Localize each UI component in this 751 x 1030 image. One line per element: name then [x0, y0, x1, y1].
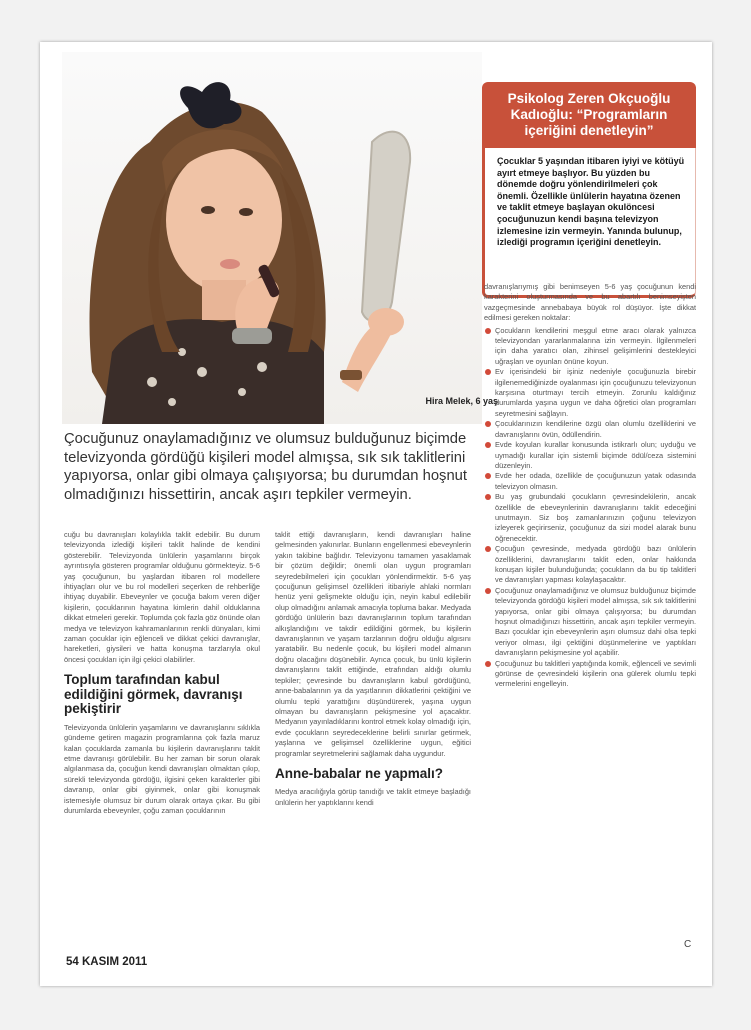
bullet-dot-icon: [485, 473, 491, 479]
list-item: Bu yaş grubundaki çocukların çevresindekilerin, ancak özellikle de ebeveynlerinin davranışlarını taklit edeceğini unutmayın. Siz boş zamanlarınızın çoğunu televizyon izleyerek geçirirseniz, çocuğunuz da sizi model alarak bunu öğrenecektir.: [484, 492, 696, 544]
photo-caption: Hira Melek, 6 yaş: [425, 396, 498, 406]
column-1: [64, 530, 260, 816]
lead-paragraph: Çocuğunuz onaylamadığınız ve olumsuz bulduğunuz biçimde televizyonda gördüğü kişileri model almışsa, sık sık taklitlerini yapıyorsa, onlar gibi olmaya çalışıyorsa; bu durumdan hoşnut olmadığınızı hissettirin, ancak aşırı tepkiler vermeyin.: [64, 431, 468, 503]
column-1-intro: cuğu bu davranışları kolaylıkla taklit edebilir. Bu durum televizyonda izlediği kişileri taklit halinde de kendini gösterebilir. Televizyonda ünlülerin yaşamlarını birçok ayrıntısıyla gösteren programlar olduğunu görmekteyiz. 5-6 yaş çocuğunun, bu yaşlardan itibaren rol modellere ihtiyaçları olur ve bu rol modelleri seçerken de rehberliğe ihtiyaç duyabilir. Ebeveynler ve çocuğa bakım veren diğer kişilerin, çocuklarının hayatına kimlerin dahil olduklarına dikkat etmeleri gerekir. Toplumda çok fazla göz önünde olan medya ve televizyon kahramanlarının renkli dünyaları, kimi zaman çocuklar için eğlenceli ve dikkat çekici davranışlar, hareketleri, giysileri ve hatta konuşma tarzlarıyla okul öncesi çocukları için ilgi çekici olabilirler.: [64, 530, 260, 664]
bullet-dot-icon: [485, 546, 491, 552]
magazine-page: [40, 42, 712, 986]
list-item: Ev içerisindeki bir işiniz nedeniyle çocuğunuzla birebir ilgilenemediğinizde oyalanması için çocuğunuzu televizyonun karşısına oturtmayı tercih etmeyin. Zorunlu kaldığınız durumlarda yaşına uygun ve daha öğretici olan programları seyretmesini sağlayın.: [484, 367, 696, 419]
column-2: [275, 530, 471, 808]
column-2-body: taklit ettiği davranışların, kendi davranışları haline gelmesinden yakınırlar. Bunların engellenmesi ebeveynlerin yakın takibine bağlıdır. Televizyonu tamamen yasaklamak bir çözüm değildir; önemli olan uygun programları seyredebilmeleri için çocukları yönlendirmektir. 5-6 yaş çocuğunun gelişimsel özellikleri itibariyle ahlaki normları henüz yeni gelişmekte olduğu için, neyin kabul edilebilir olup olmadığını anlamak amacıyla topluma bakar. Medyada gördüğü ünlülerin bazı davranışlarının toplum tarafından alkışlandığını ve takdir edildiğini görmek, bu kişilerin davranışlarının ve yaşam tarzlarının doğru olduğu algısını yaratabilir. Bu nedenle çocuk, bu kişileri model almanın doğru olacağını düşünebilir. Ayrıca çocuk, bu ünlü kişilerin davranışlarını taklit ettiğinde, etrafından aldığı olumlu tepkiler; çevresinde bu davranışların kabul gördüğünü, anne-babalarının ya da yaşıtlarının dikkatlerini çektiğini ve olumlu tepki yarattığını düşündürerek, yaşına uygun olmayan bu davranışların pekişmesine yol açacaktır. Medyanın yayınladıklarını kontrol etmek kolay olmadığı için, evde çocukların seyredeceklerine belirli sınırlar getirmek, yaşlarına ve gelişimsel özelliklerine uygun, eğitici programlar seyretmelerini sağlamak daha uygundur.: [275, 530, 471, 758]
end-mark-icon: C: [684, 939, 692, 950]
list-item: Evde her odada, özellikle de çocuğunuzun yatak odasında televizyon olmasın.: [484, 471, 696, 492]
bullet-dot-icon: [485, 494, 491, 500]
expert-callout: [482, 82, 696, 308]
section-heading: Toplum tarafından kabul edildiğini görmek, davranışı pekiştirir: [64, 672, 243, 717]
column-1-body: Televizyonda ünlülerin yaşamlarını ve davranışlarını sıklıkla gündeme getiren magazin programlarına çok fazla maruz kalan çocuklarda zamanla bu kişilerin davranışlarını taklit etme davranışı görülebilir. Bu her zaman bir sorun olarak algılanmasa da, çocuğun kendi davranışları olmaktan çıkıp, sürekli televizyonda gördüğü, ilgisini çeken karakterler gibi davranıp, onlar gibi giyinmek, onlar gibi konuşmak istemesiyle olumsuz bir durum olarak ortaya çıkar. Bu gibi durumlarda ebeveynler, çoğu zaman çocuklarının: [64, 722, 260, 816]
child-photo-illustration: [62, 52, 482, 424]
list-item: Çocuğun çevresinde, medyada gördüğü bazı ünlülerin özelliklerini, davranışlarını taklit eden, onlar hakkında konuşan kişiler bulunduğunda; çocukların da bu tip taklitleri ve davranışları yapması kolaylaşacaktır.: [484, 544, 696, 586]
bullet-dot-icon: [485, 421, 491, 427]
bullet-dot-icon: [485, 588, 491, 594]
child-photo: [62, 52, 498, 424]
callout-body: Çocuklar 5 yaşından itibaren iyiyi ve kötüyü ayırt etmeye başlıyor. Bu yüzden bu dönemde doğru yönlendirilmeleri çok önemli. Özellikle ünlülerin hayatına özenen ve taklit etmeye başlayan okulöncesi çocuğunuzun kendi başına televizyon izlemesine izin vermeyin. Yanında bulunup, izlediği programın içeriğini denetleyin.: [482, 148, 696, 298]
bullet-dot-icon: [485, 369, 491, 375]
callout-title: Psikolog Zeren Okçuoğlu Kadıoğlu: “Programların içeriğini denetleyin”: [482, 82, 696, 148]
list-item: Çocuğunuz onaylamadığınız ve olumsuz bulduğunuz biçimde televizyonda gördüğü kişileri model almışsa, sık sık taklitlerini yapıyorsa, onlar gibi olmaya çalışıyorsa; bu durumdan hoşnut olmadığınızı hissettirin, ancak aşırı tepkiler vermeyin. Bazı çocuklar için ebeveynlerin aşırı olumsuz dahi olsa tepki veriyor olması, ilgi çektiğini düşünmelerine ve yaptıkları davranışların pekişmesine yol açabilir.: [484, 586, 696, 659]
column-2-body-2: Medya aracılığıyla görüp tanıdığı ve taklit etmeye başladığı ünlülerin her yaptıklarını kendi: [275, 787, 471, 807]
bullet-dot-icon: [485, 442, 491, 448]
section-heading: Anne-babalar ne yapmalı?: [275, 765, 444, 781]
column-3: [484, 282, 696, 690]
list-item: Çocukların kendilerini meşgul etme aracı olarak yalnızca televizyondan yararlanmalarına izin vermeyin. İlgilenmeleri için daha yaratıcı olan, zihinsel gelişimlerini destekleyici uğraşları ve oyunları önüne koyun.: [484, 326, 696, 368]
bullet-dot-icon: [485, 328, 491, 334]
list-item: Çocuklarınızın kendilerine özgü olan olumlu özelliklerini ve davranışlarını övün, ödüllendirin.: [484, 419, 696, 440]
bullet-dot-icon: [485, 661, 491, 667]
list-item: Çocuğunuz bu taklitleri yaptığında komik, eğlenceli ve sevimli görünse de çevresindeki kişilerin ona gülerek olumlu tepki vermelerini engelleyin.: [484, 659, 696, 690]
list-item: Evde koyulan kurallar konusunda istikrarlı olun; uyduğu ve uymadığı kurallar için sistemli biçimde ödül/ceza sistemini düzenleyin.: [484, 440, 696, 471]
column-3-intro: davranışlarıymış gibi benimseyen 5-6 yaş çocuğunun kendi karakterini oluşturmasında ve bu abartılı benimseyişten vazgeçmesinde annebabaya büyük rol düşüyor. İşte dikkat edilmesi gereken noktalar:: [484, 282, 696, 323]
page-footer: 54 KASIM 2011: [66, 956, 148, 968]
